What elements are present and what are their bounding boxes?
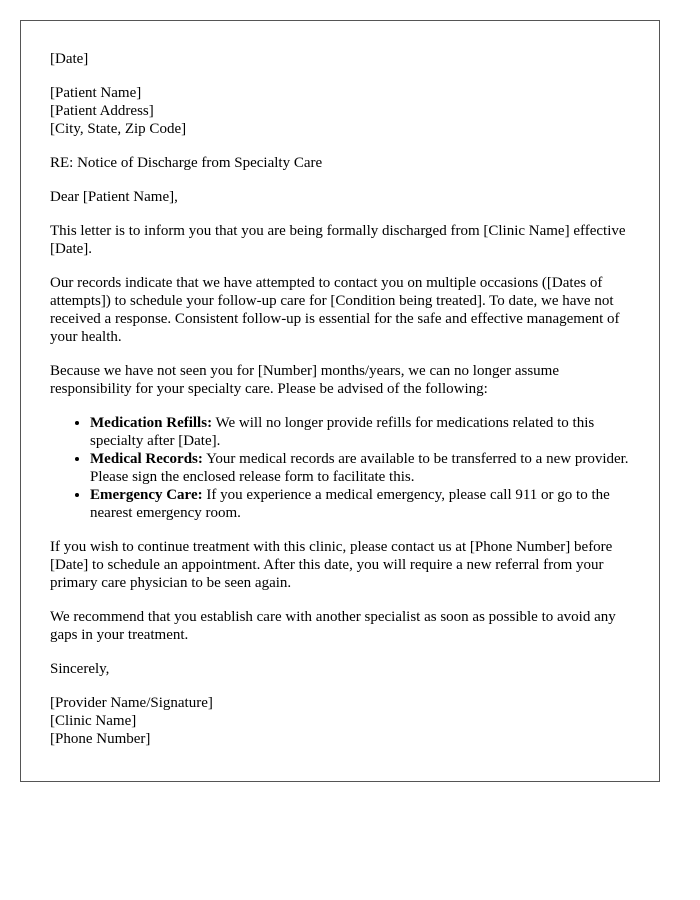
patient-address: [Patient Address] <box>50 103 154 119</box>
salutation: Dear [Patient Name], <box>50 189 178 205</box>
notice-list <box>50 414 635 522</box>
signature-clinic-name: [Clinic Name] <box>50 713 137 729</box>
signature-phone-number: [Phone Number] <box>50 731 151 747</box>
responsibility-paragraph: Because we have not seen you for [Number] months/years, we can no longer assume responsibility for your specialty care. Please be advised of the following: <box>50 363 560 397</box>
provider-signature: [Provider Name/Signature] <box>50 695 213 711</box>
closing: Sincerely, <box>50 661 110 677</box>
notice-text: Your medical records are available to be transferred to a new provider. Please sign the enclosed release form to facilitate this. <box>90 451 629 485</box>
intro-paragraph: This letter is to inform you that you are being formally discharged from [Clinic Name] effective [Date]. <box>50 223 626 257</box>
list-item <box>90 414 635 450</box>
signature-block <box>50 694 635 748</box>
letter-page <box>20 20 660 782</box>
notice-text: If you experience a medical emergency, please call 911 or go to the nearest emergency room. <box>90 487 610 521</box>
letter-date: [Date] <box>50 51 89 67</box>
notice-text: We will no longer provide refills for medications related to this specialty after [Date]. <box>90 415 595 449</box>
patient-name: [Patient Name] <box>50 85 142 101</box>
attempts-paragraph: Our records indicate that we have attempted to contact you on multiple occasions ([Dates of attempts]) to schedule your follow-up care for [Condition being treated]. To date, we have not received a response. Consistent follow-up is essential for the safe and effective management of your health. <box>50 275 620 345</box>
list-item <box>90 450 635 486</box>
patient-address-block <box>50 84 635 138</box>
notice-title: Medical Records: <box>90 451 203 467</box>
letter-body <box>50 50 635 764</box>
recommend-paragraph: We recommend that you establish care with another specialist as soon as possible to avoid any gaps in your treatment. <box>50 609 616 643</box>
notice-title: Emergency Care: <box>90 487 203 503</box>
patient-city-state-zip: [City, State, Zip Code] <box>50 121 187 137</box>
continue-paragraph: If you wish to continue treatment with this clinic, please contact us at [Phone Number] before [Date] to schedule an appointment. After this date, you will require a new referral from your primary care physician to be seen again. <box>50 539 613 591</box>
subject-line: RE: Notice of Discharge from Specialty Care <box>50 155 323 171</box>
notice-title: Medication Refills: <box>90 415 213 431</box>
list-item <box>90 486 635 522</box>
